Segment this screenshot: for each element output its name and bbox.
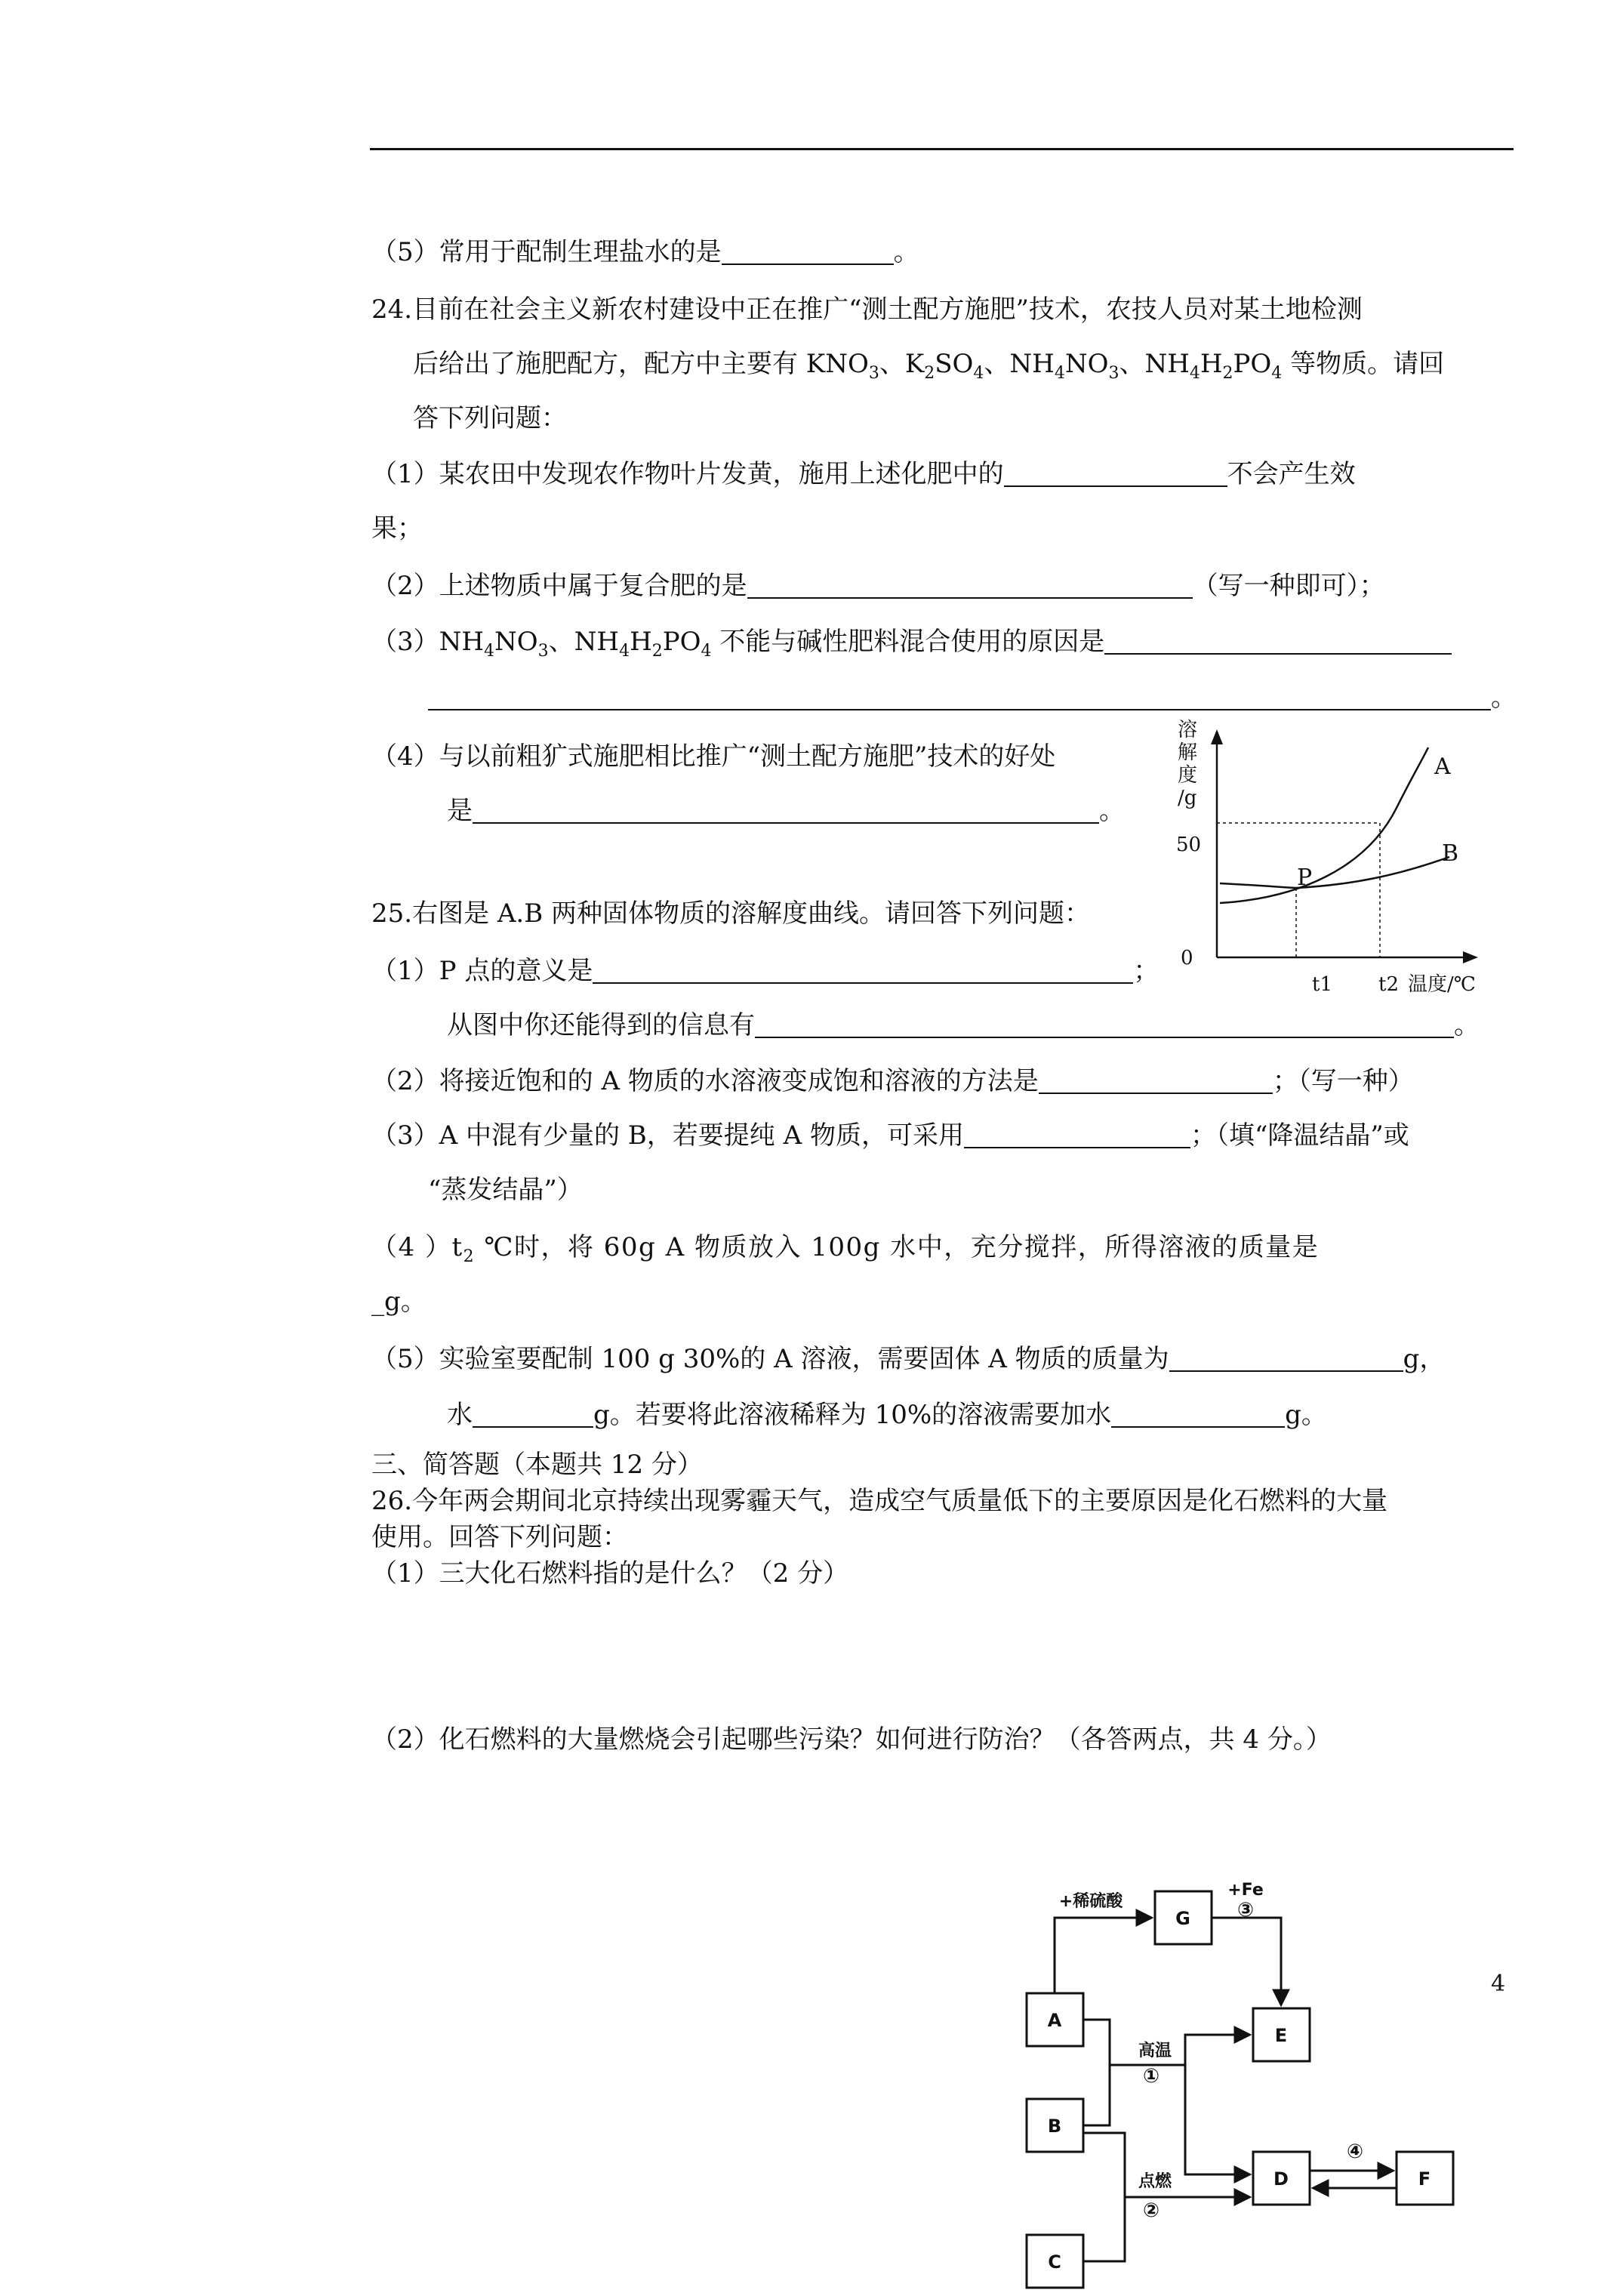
y-axis-label-3: 度 bbox=[1178, 764, 1198, 787]
q26-part1: （1）三大化石燃料指的是什么？（2 分） bbox=[371, 1558, 849, 1589]
answer-blank[interactable] bbox=[1004, 458, 1227, 487]
label-step4: ④ bbox=[1346, 2140, 1364, 2163]
x-tick-t1: t1 bbox=[1312, 973, 1332, 996]
arrow-ab-to-d bbox=[1185, 2065, 1250, 2174]
q24-part4-cont: 是 。 bbox=[447, 796, 1125, 826]
label-dilute-acid: +稀硫酸 bbox=[1058, 1892, 1123, 1911]
x-tick-t2: t2 bbox=[1378, 973, 1399, 996]
y-axis-label-1: 溶 bbox=[1178, 719, 1198, 741]
q25-part1-cont: 从图中你还能得到的信息有 。 bbox=[447, 1010, 1480, 1040]
q26-part2: （2）化石燃料的大量燃烧会引起哪些污染？如何进行防治？（各答两点，共 4 分。） bbox=[371, 1724, 1332, 1755]
arrow-g-to-e bbox=[1212, 1918, 1281, 2005]
header-rule bbox=[370, 148, 1514, 150]
q25-part5: （5）实验室要配制 100 g 30%的 A 溶液，需要固体 A 物质的质量为 g， bbox=[371, 1344, 1446, 1374]
q25-line1: 25.右图是 A.B 两种固体物质的溶解度曲线。请回答下列问题： bbox=[371, 898, 1091, 929]
y-axis-arrow bbox=[1211, 729, 1223, 744]
curve-a-label: A bbox=[1434, 754, 1451, 780]
box-d-label: D bbox=[1273, 2168, 1289, 2190]
answer-blank[interactable] bbox=[1039, 1065, 1273, 1094]
q25-part3: （3）A 中混有少量的 B，若要提纯 A 物质，可采用 ；（填“降温结晶”或 bbox=[371, 1120, 1409, 1151]
q25-part4: （4 ）$t_2$ ℃时，将 60g A 物质放入 100g 水中，充分搅拌，所得溶液的质量是 bbox=[371, 1232, 1320, 1266]
q24-line3: 答下列问题： bbox=[413, 403, 567, 433]
q24-part1-cont: 果； bbox=[371, 513, 423, 544]
arrow-ab-to-e-2 bbox=[1185, 2035, 1250, 2065]
answer-blank[interactable] bbox=[747, 570, 1193, 599]
y-axis-label-2: 解 bbox=[1178, 741, 1198, 764]
label-step1: ① bbox=[1142, 2065, 1160, 2088]
box-g-label: G bbox=[1175, 1908, 1190, 1929]
q26-line1: 26.今年两会期间北京持续出现雾霾天气，造成空气质量低下的主要原因是化石燃料的大量 bbox=[371, 1486, 1388, 1516]
answer-blank[interactable] bbox=[593, 955, 1133, 984]
reaction-flowchart bbox=[1004, 1842, 1517, 2295]
connector-a-b bbox=[1083, 2020, 1110, 2125]
box-f-label: F bbox=[1418, 2168, 1431, 2190]
x-axis-label: 温度/℃ bbox=[1408, 973, 1476, 996]
answer-blank[interactable] bbox=[473, 795, 1099, 824]
q24-part3: $(3)NH_4NO_3$、$NH_4H_2PO_4$ 不能与碱性肥料混合使用的原因是 bbox=[371, 624, 1452, 670]
arrow-a-to-g bbox=[1055, 1918, 1152, 1993]
q26-line2: 使用。回答下列问题： bbox=[371, 1522, 628, 1552]
point-p-label: P bbox=[1297, 864, 1313, 891]
q24-part1: （1）某农田中发现农作物叶片发黄，施用上述化肥中的 不会产生效 bbox=[371, 459, 1356, 489]
q25-part2: （2）将接近饱和的 A 物质的水溶液变成饱和溶液的方法是 ；（写一种） bbox=[371, 1066, 1414, 1096]
q25-part4-cont: _g。 bbox=[371, 1287, 427, 1317]
x-axis-arrow bbox=[1463, 951, 1478, 963]
answer-blank[interactable] bbox=[722, 236, 894, 265]
answer-blank[interactable] bbox=[1111, 1399, 1285, 1428]
origin-label: 0 bbox=[1181, 947, 1193, 969]
answer-blank[interactable] bbox=[428, 682, 1491, 710]
curve-a bbox=[1220, 747, 1428, 903]
answer-blank[interactable] bbox=[1169, 1343, 1403, 1372]
q25-part3-cont: “蒸发结晶”） bbox=[428, 1175, 583, 1205]
label-step2: ② bbox=[1142, 2199, 1160, 2222]
q25-part5-cont: 水 g。若要将此溶液稀释为 10%的溶液需要加水 g。 bbox=[447, 1400, 1327, 1430]
q24-line1: 24.目前在社会主义新农村建设中正在推广“测土配方施肥”技术，农技人员对某土地检测 bbox=[371, 294, 1363, 325]
q25-part1: （1）P 点的意义是 ； bbox=[371, 956, 1160, 986]
label-ignite: 点燃 bbox=[1138, 2172, 1172, 2191]
q23-part5: （5）常用于配制生理盐水的是 。 bbox=[371, 237, 919, 267]
box-a-label: A bbox=[1047, 2010, 1062, 2031]
connector-b-c bbox=[1083, 2133, 1125, 2261]
y-tick-50: 50 bbox=[1176, 834, 1202, 856]
box-b-label: B bbox=[1047, 2116, 1062, 2137]
page-number: 4 bbox=[1491, 1971, 1506, 1997]
answer-blank[interactable] bbox=[964, 1120, 1190, 1148]
y-axis-label-4: /g bbox=[1178, 787, 1197, 809]
q24-line2: 后给出了施肥配方，配方中主要有 $KNO_3$、$K_2SO_4$、$NH_4NO_3$、$NH_4H_2PO_4$ 等物质。请回 bbox=[413, 349, 1445, 383]
answer-blank[interactable] bbox=[1104, 626, 1452, 655]
curve-b-label: B bbox=[1442, 840, 1459, 867]
q24-part4: （4）与以前粗犷式施肥相比推广“测土配方施肥”技术的好处 bbox=[371, 741, 1056, 772]
q24-part3-cont: 。 bbox=[428, 680, 1517, 716]
label-high-temp: 高温 bbox=[1138, 2042, 1172, 2060]
label-fe: +Fe bbox=[1227, 1881, 1264, 1900]
section3-title: 三、简答题（本题共 12 分） bbox=[371, 1450, 703, 1480]
box-e-label: E bbox=[1274, 2025, 1288, 2046]
answer-blank[interactable] bbox=[473, 1399, 593, 1428]
solubility-curve-chart bbox=[1163, 717, 1510, 1004]
label-step3: ③ bbox=[1236, 1899, 1255, 1922]
q24-part2: （2）上述物质中属于复合肥的是 （写一种即可）； bbox=[371, 571, 1385, 601]
box-c-label: C bbox=[1048, 2251, 1061, 2273]
answer-blank[interactable] bbox=[755, 1009, 1454, 1038]
